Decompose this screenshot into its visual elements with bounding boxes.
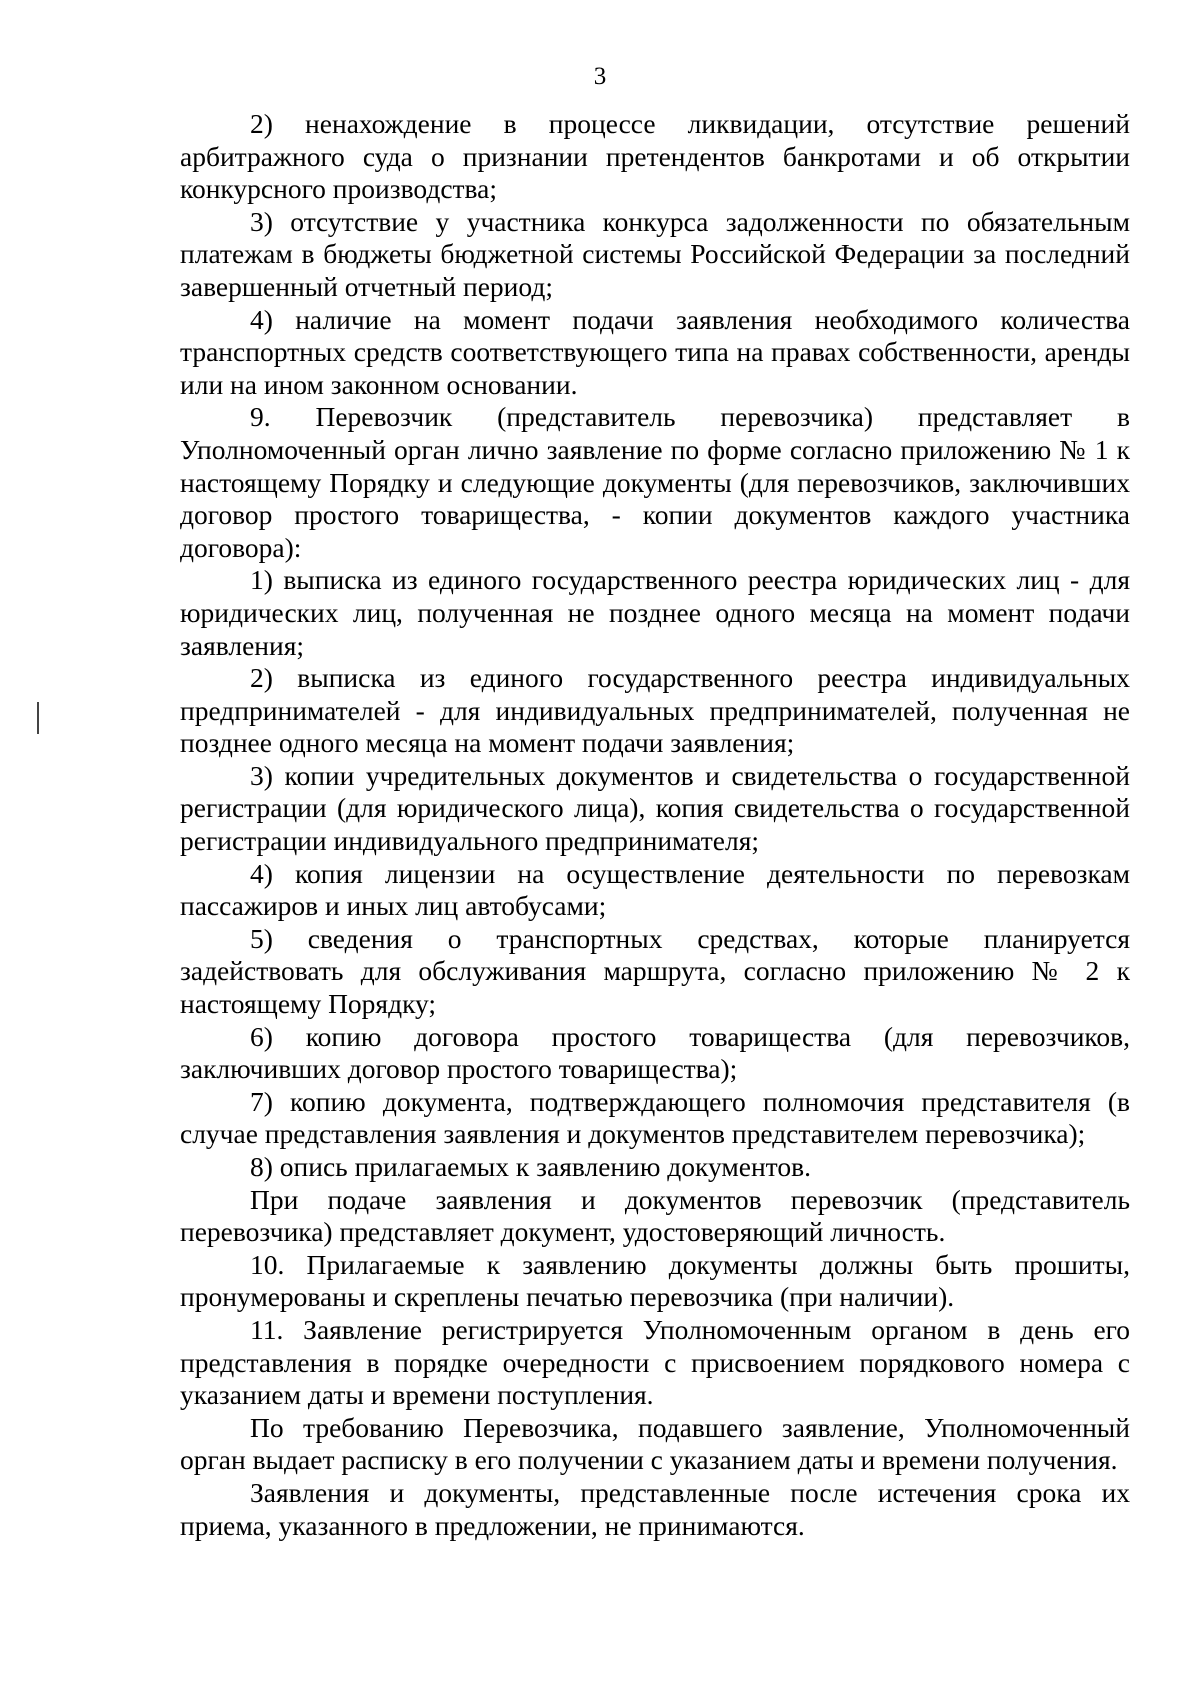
paragraph-8-inventory: 8) опись прилагаемых к заявлению документов. xyxy=(250,1151,811,1182)
paragraph-10-binding: 10. Прилагаемые к заявлению документы должны быть прошиты, пронумерованы и скреплены печатью перевозчика (при наличии). xyxy=(180,1248,1130,1313)
paragraph-3-founding-documents: 3) копии учредительных документов и свидетельства о государственной регистрации (для юридического лица), копия свидетельства о государственной регистрации индивидуального предпринимателя; xyxy=(180,759,1130,857)
margin-mark xyxy=(37,702,39,734)
paragraph-4-vehicles: 4) наличие на момент подачи заявления необходимого количества транспортных средств соответствующего типа на правах собственности, аренды или на ином законном основании. xyxy=(180,303,1130,400)
paragraph-late-submission: Заявления и документы, представленные после истечения срока их приема, указанного в предложении, не принимаются. xyxy=(180,1476,1130,1541)
paragraph-2-liquidation: 2) ненахождение в процессе ликвидации, отсутствие решений арбитражного суда о признании претендентов банкротами и об открытии конкурсного производства; xyxy=(180,108,1130,205)
paragraph-6-partnership-contract: 6) копию договора простого товарищества (для перевозчиков, заключивших договор простого товарищества); xyxy=(180,1020,1130,1085)
paragraph-11-registration: 11. Заявление регистрируется Уполномоченным органом в день его представления в порядке очередности с присвоением порядкового номера с указанием даты и времени поступления. xyxy=(180,1313,1130,1411)
paragraph-9-application: 9. Перевозчик (представитель перевозчика) представляет в Уполномоченный орган лично заявление по форме согласно приложению № 1 к настоящему Порядку и следующие документы (для перевозчиков, заключивших договор простого товарищества, - копии документов каждого участника договора): xyxy=(180,401,1130,563)
paragraph-2-entrepreneur-register: 2) выписка из единого государственного реестра индивидуальных предпринимателей - для индивидуальных предпринимателей, полученная не позднее одного месяца на момент подачи заявления; xyxy=(180,662,1130,759)
paragraph-7-authority-document: 7) копию документа, подтверждающего полномочия представителя (в случае представления заявления и документов представителем перевозчика); xyxy=(180,1085,1130,1150)
paragraph-1-legal-entity-register: 1) выписка из единого государственного реестра юридических лиц - для юридических лиц, полученная не позднее одного месяца на момент подачи заявления; xyxy=(180,564,1130,661)
paragraph-identity-document: При подаче заявления и документов перевозчик (представитель перевозчика) представляет документ, удостоверяющий личность. xyxy=(180,1183,1130,1248)
paragraph-receipt: По требованию Перевозчика, подавшего заявление, Уполномоченный орган выдает расписку в его получении с указанием даты и времени получения. xyxy=(180,1411,1130,1476)
paragraph-3-debt: 3) отсутствие у участника конкурса задолженности по обязательным платежам в бюджеты бюджетной системы Российской Федерации за последний завершенный отчетный период; xyxy=(180,205,1130,302)
paragraph-5-vehicle-info: 5) сведения о транспортных средствах, которые планируется задействовать для обслуживания маршрута, согласно приложению № 2 к настоящему Порядку; xyxy=(180,922,1130,1020)
document-body xyxy=(180,108,1130,1542)
page-number: 3 xyxy=(593,63,607,90)
paragraph-4-license: 4) копия лицензии на осуществление деятельности по перевозкам пассажиров и иных лиц автобусами; xyxy=(180,857,1130,922)
